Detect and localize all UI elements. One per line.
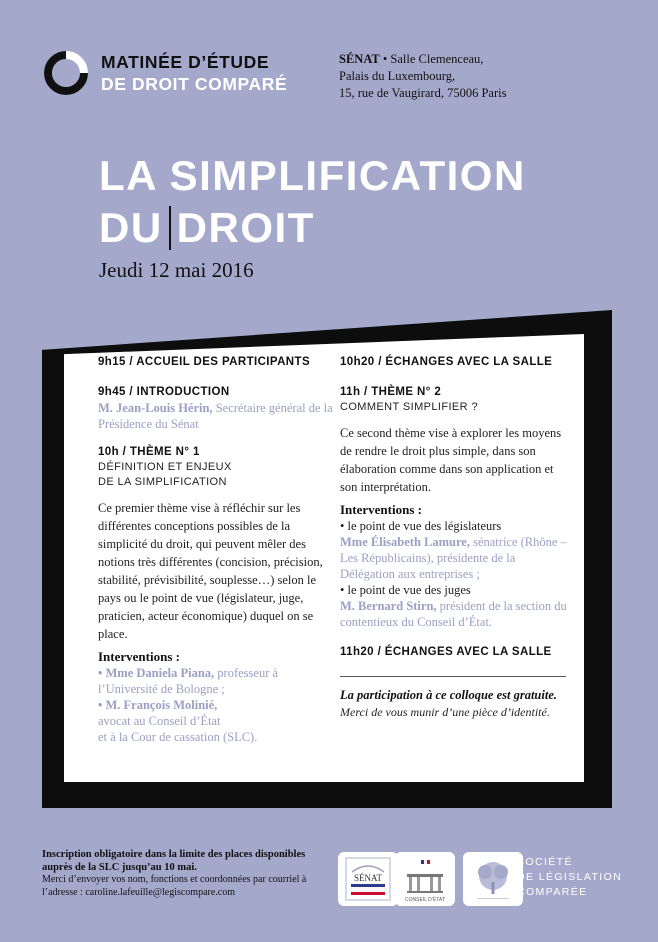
series-title-line2: DE DROIT COMPARÉ [101, 74, 288, 94]
venue-line2: Palais du Luxembourg, [339, 69, 456, 83]
series-title [101, 51, 287, 95]
speaker-role: Secrétaire général de la Présidence du Sénat [98, 401, 333, 431]
registration-info [42, 849, 322, 899]
session-intro: 9h45 / INTRODUCTION [98, 386, 230, 398]
session-label: ACCUEIL DES PARTICIPANTS [136, 356, 311, 368]
speaker-role: avocat au Conseil d’État [98, 714, 221, 728]
session-time: 10h [98, 446, 120, 458]
speaker-name: M. Bernard Stirn, [340, 599, 437, 613]
speaker-name: Mme Élisabeth Lamure, [340, 535, 470, 549]
speaker-role: sénatrice (Rhône – Les Républicains), présidente de la Délégation aux entreprises ; [340, 535, 567, 581]
slc-name-line3: COMPARÉE [517, 886, 588, 898]
theme2-interventions-heading: Interventions : [340, 502, 422, 517]
theme2-subtitle: COMMENT SIMPLIFIER ? [340, 401, 478, 413]
session-theme1: 10h / THÈME N° 1 [98, 446, 200, 458]
session-time: 10h20 [340, 356, 375, 368]
session-label: ÉCHANGES AVEC LA SALLE [385, 356, 553, 368]
id-required-note: Merci de vous munir d’une pièce d’identité. [340, 705, 550, 719]
theme1-subtitle-line1: DÉFINITION ET ENJEUX [98, 461, 232, 473]
intervention-intro: • le point de vue des juges [340, 583, 471, 597]
event-date: Jeudi 12 mai 2016 [99, 258, 254, 282]
speaker-role-line2: et à la Cour de cassation (SLC). [98, 730, 258, 744]
intro-speaker [98, 400, 334, 432]
slc-name [517, 855, 622, 900]
session-theme2: 11h / THÈME N° 2 [340, 386, 442, 398]
theme1-subtitle-line2: DE LA SIMPLIFICATION [98, 476, 227, 488]
venue-room: • Salle Clemenceau, [379, 52, 484, 66]
page-title [99, 150, 526, 254]
title-divider-bar [169, 206, 171, 250]
conseil-etat-logo-text: CONSEIL D’ÉTAT [405, 897, 445, 903]
registration-required: Inscription obligatoire dans la limite des places disponibles auprès de la SLC jusqu’au 10 mai. [42, 849, 306, 873]
conseil-etat-logo [395, 852, 455, 906]
theme1-interventions-heading: Interventions : [98, 649, 180, 664]
session-time: 9h45 [98, 386, 126, 398]
speaker-role: professeur à l’Université de Bologne ; [98, 666, 279, 696]
session-label: THÈME N° 1 [129, 446, 200, 458]
theme1-description: Ce premier thème vise à réfléchir sur les différentes conceptions possibles de la simplicité du droit, qui peuvent mêler des notions très différentes (concision, précision, stabilité, prévisibilité, souplesse…) selon le pays ou le point de vue (législateur, juge, praticien, acteur économique) duquel on se place. [98, 501, 323, 641]
speaker-name: M. Jean-Louis Hérin, [98, 401, 213, 415]
session-time: 9h15 [98, 356, 126, 368]
tree-icon [463, 852, 523, 906]
session-time: 11h20 [340, 646, 374, 658]
venue-line3: 15, rue de Vaugirard, 75006 Paris [339, 86, 507, 100]
divider [340, 676, 566, 677]
session-exchange2: 11h20 / ÉCHANGES AVEC LA SALLE [340, 646, 552, 658]
slc-name-line1: SOCIÉTÉ [517, 856, 573, 868]
venue-name: SÉNAT [339, 52, 380, 66]
session-welcome: 9h15 / ACCUEIL DES PARTICIPANTS [98, 356, 311, 368]
title-line2-b: DROIT [176, 204, 315, 251]
program-left-column [98, 354, 334, 745]
title-line2-a: DU [99, 204, 163, 251]
registration-contact: Merci d’envoyer vos nom, fonctions et coordonnées par courriel à l’adresse : caroline.lafeuille@legiscompare.com [42, 874, 307, 898]
senat-logo [338, 852, 398, 906]
session-exchange1: 10h20 / ÉCHANGES AVEC LA SALLE [340, 356, 553, 368]
program-right-column [340, 354, 568, 721]
session-label: INTRODUCTION [136, 386, 230, 398]
senat-logo-text: SÉNAT [353, 873, 383, 883]
series-ring-logo [43, 50, 89, 96]
senat-emblem-icon [338, 852, 398, 906]
series-title-line1: MATINÉE D’ÉTUDE [101, 52, 270, 72]
theme2-description: Ce second thème vise à explorer les moyens de rendre le droit plus simple, dans son élaboration comme dans son application et son interprétation. [340, 426, 562, 494]
session-label: THÈME N° 2 [371, 386, 442, 398]
speaker-role: président de la section du contentieux du Conseil d’État. [340, 599, 567, 629]
free-participation-note: La participation à ce colloque est gratuite. [340, 688, 557, 702]
slc-logo [463, 852, 523, 906]
conseil-etat-emblem-icon [395, 852, 455, 906]
intervention-intro: • le point de vue des législateurs [340, 519, 502, 533]
slc-name-line2: DE LÉGISLATION [517, 871, 623, 883]
session-time: 11h [340, 386, 361, 398]
venue-address [339, 51, 506, 102]
title-line1: LA SIMPLIFICATION [99, 152, 526, 199]
session-label: ÉCHANGES AVEC LA SALLE [384, 646, 552, 658]
speaker-name: • Mme Daniela Piana, [98, 666, 215, 680]
speaker-name: • M. François Molinié, [98, 698, 218, 712]
